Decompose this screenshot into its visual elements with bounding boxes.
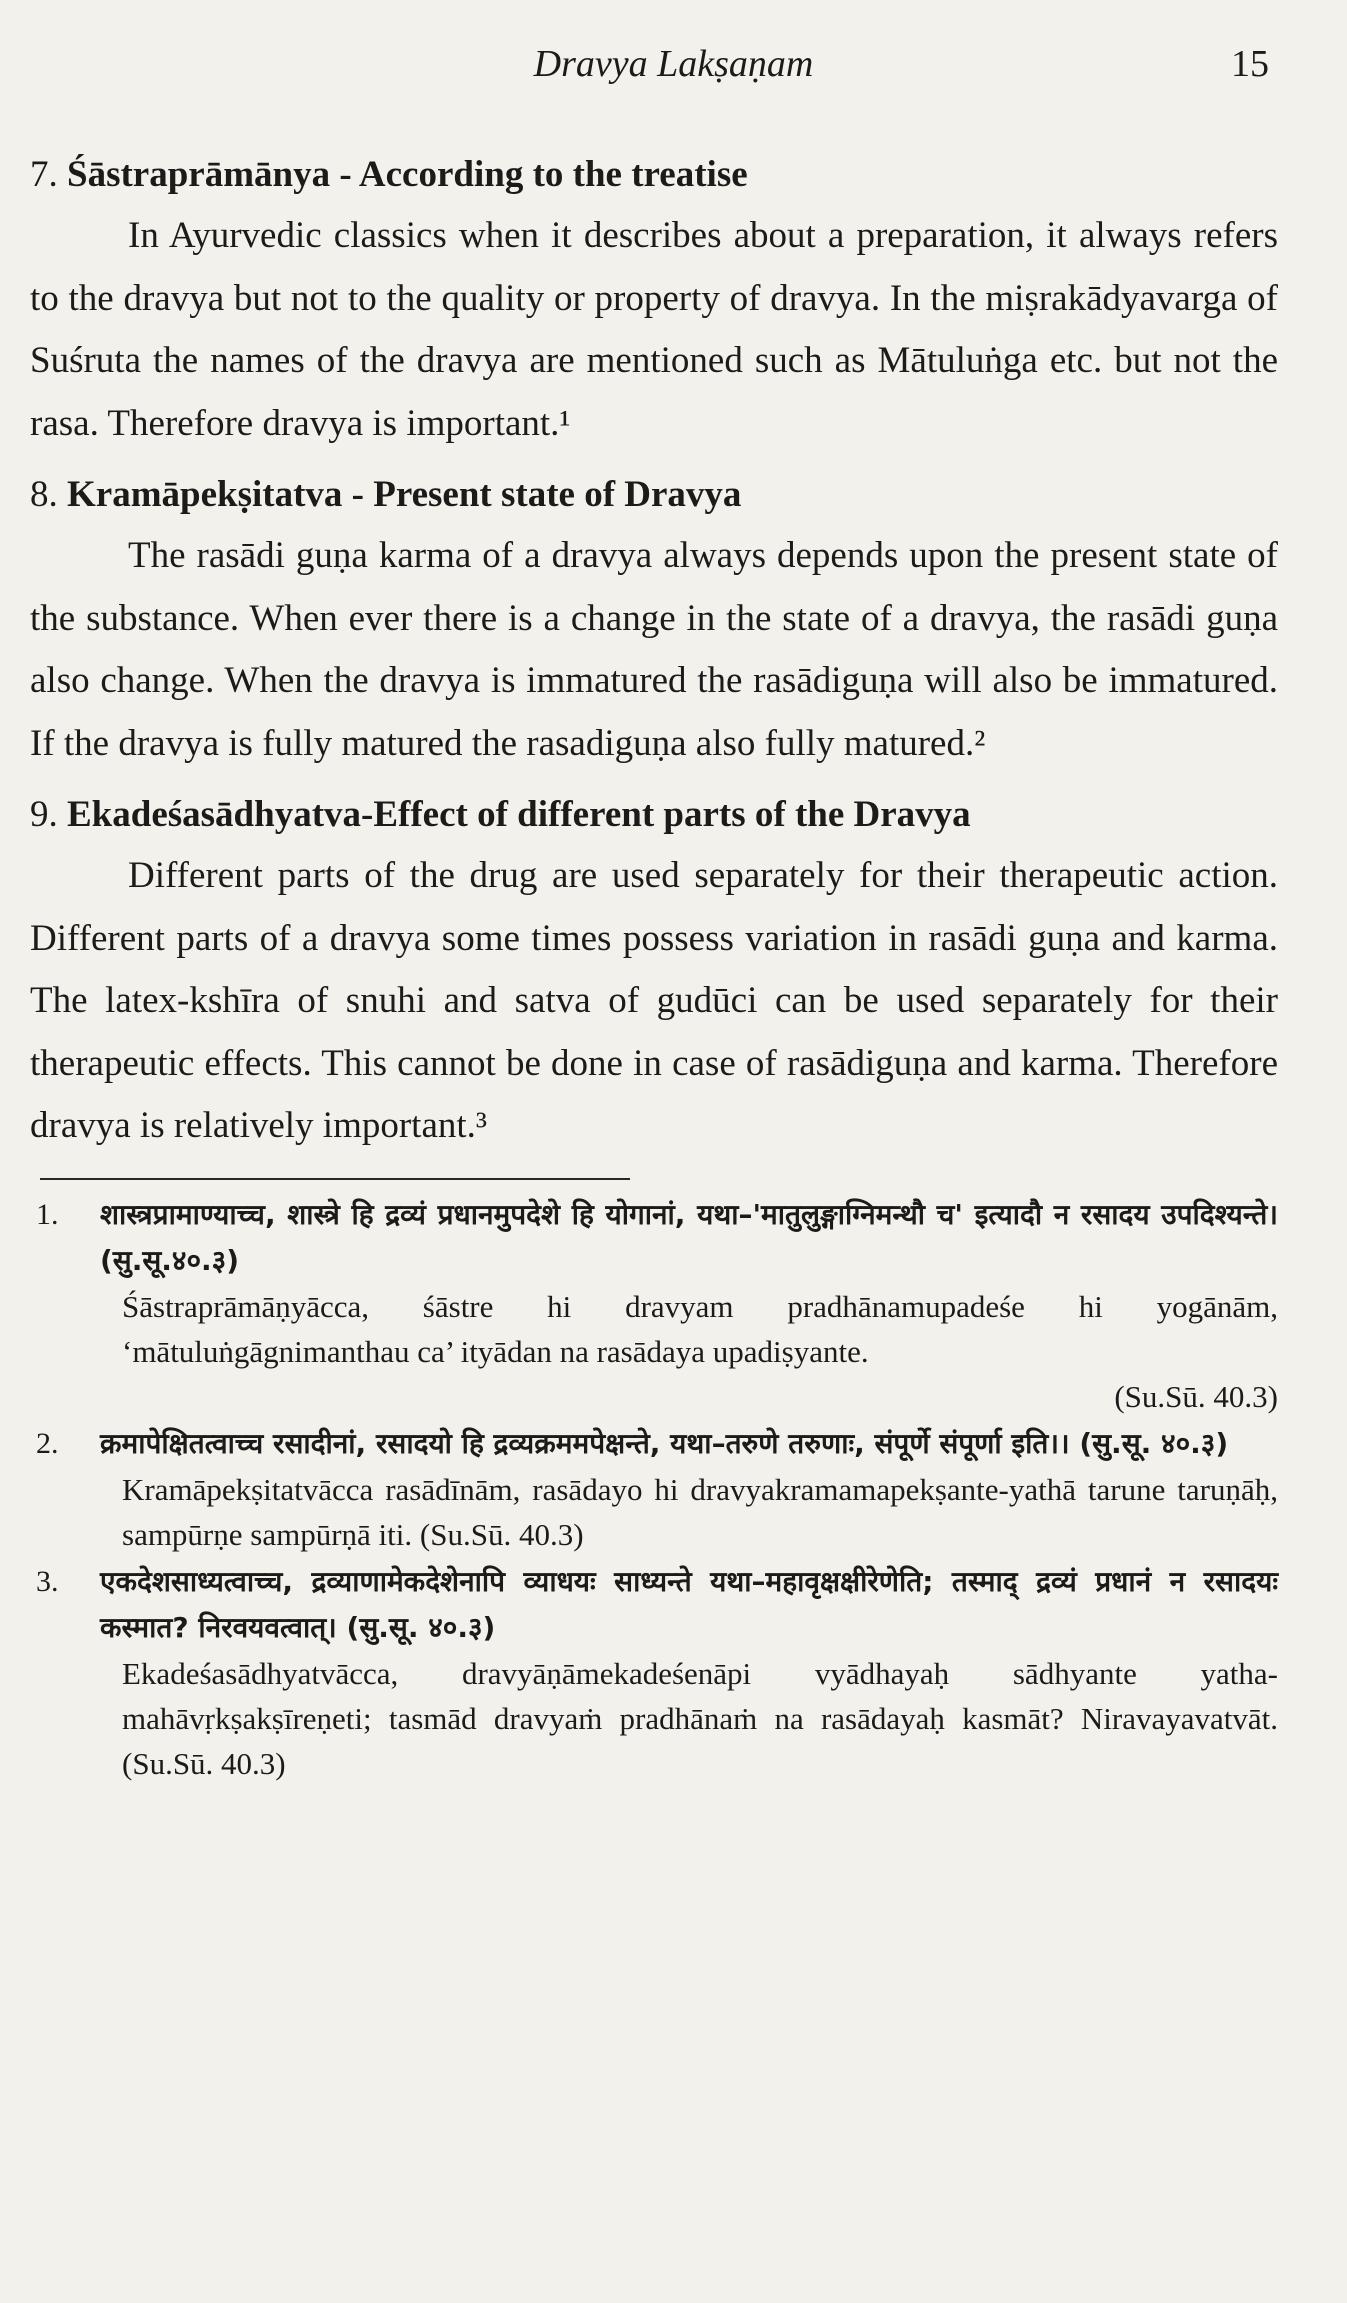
footnote-number: 1. [36,1197,59,1231]
footnote [30,1421,1278,1557]
section-number: 9. [30,794,58,835]
footnote-number: 3. [36,1564,59,1598]
section-number: 7. [30,154,58,195]
main-text [30,145,1278,1786]
footnote-reference: (Su.Sū. 40.3) [122,1745,286,1781]
footnote-transliteration [90,1651,1278,1786]
footnote-sanskrit: क्रमापेक्षितत्वाच्च रसादीनां, रसादयो हि द्रव्यक्रममपेक्षन्ते, यथा–तरुणे तरुणाः, संपूर्णे संपूर्णा इति।। (सु.सू. ४०.३) [100,1426,1229,1460]
footnote-transliteration-text: Kramāpekṣitatvācca rasādīnām, rasādayo hi dravyakramamapekṣante-yathā tarune taruṇāḥ, sampūrṇe sampūrṇā iti. [122,1471,1278,1552]
footnote-divider [40,1178,630,1180]
footnote-reference: (Su.Sū. 40.3) [419,1516,584,1552]
section-heading [30,465,1278,525]
section-title: Kramāpekṣitatva - Present state of Dravya [67,474,742,515]
footnote-transliteration: Śāstraprāmāṇyācca, śāstre hi dravyam pradhānamupadeśe hi yogānām, ‘mātuluṅgāgnimanthau ca’ ityādan na rasādaya upadiṣyante. [122,1288,1278,1369]
section-title: Śāstraprāmānya - According to the treatise [67,154,748,195]
section-number: 8. [30,474,58,515]
section-paragraph: In Ayurvedic classics when it describes about a preparation, it always refers to the dravya but not to the quality or property of dravya. In the miṣrakādyavarga of Suśruta the names of the dravya are mentioned such as Mātuluṅga etc. but not the rasa. Therefore dravya is important.¹ [30,215,1278,444]
footnote-number: 2. [36,1426,59,1460]
section-title: Ekadeśasādhyatva-Effect of different parts of the Dravya [67,794,971,835]
page-number: 15 [1231,43,1269,85]
footnote-reference: (Su.Sū. 40.3) [1114,1378,1278,1414]
section-heading [30,145,1278,205]
section-paragraph: The rasādi guṇa karma of a dravya always depends upon the present state of the substance. When ever there is a change in the state of a dravya, the rasādi guṇa also change. When the dravya is immatured the rasādiguṇa will also be immatured. If the dravya is fully matured the rasadiguṇa also fully matured.² [30,535,1278,764]
running-header-title: Dravya Lakṣaṇam [533,43,814,85]
footnote-sanskrit: एकदेशसाध्यत्वाच्च, द्रव्याणामेकदेशेनापि व्याधयः साध्यन्ते यथा–महावृक्षक्षीरेणेति; तस्माद् द्रव्यं प्रधानं न रसादयः कस्मात? निरवयवत्वात्। (सु.सू. ४०.३) [100,1564,1278,1644]
section-paragraph: Different parts of the drug are used separately for their therapeutic action. Different parts of a dravya some times possess variation in rasādi guṇa and karma. The latex-kshīra of snuhi and satva of gudūci can be used separately for their therapeutic effects. This cannot be done in case of rasādiguṇa and karma. Therefore dravya is relatively important.³ [30,855,1278,1146]
footnote-transliteration [90,1467,1278,1557]
footnote [30,1192,1278,1419]
footnote-transliteration-text: Ekadeśasādhyatvācca, dravyāṇāmekadeśenāpi vyādhayaḥ sādhyante yatha-mahāvṛkṣakṣīreṇeti; tasmād dravyaṁ pradhānaṁ na rasādayaḥ kasmāt? Niravayavatvāt. [122,1655,1278,1736]
section-heading [30,785,1278,845]
footnote-sanskrit: शास्त्रप्रामाण्याच्च, शास्त्रे हि द्रव्यं प्रधानमुपदेशे हि योगानां, यथा–'मातुलुङ्गाग्निमन्थौ च' इत्यादौ न रसादय उपदिश्यन्ते। (सु.सू.४०.३) [100,1197,1278,1277]
footnote [30,1559,1278,1786]
